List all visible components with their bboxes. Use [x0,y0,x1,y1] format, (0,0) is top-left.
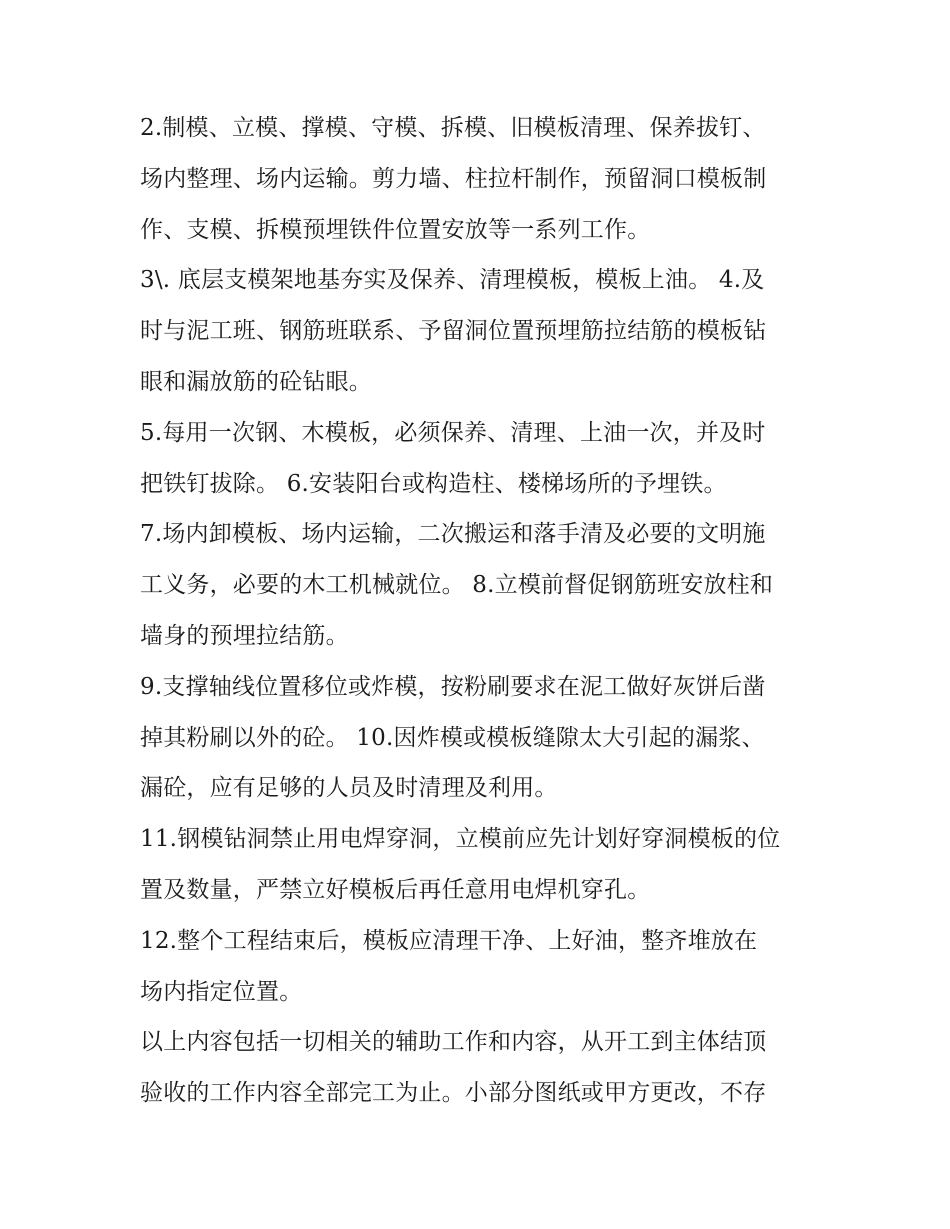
text-line: 工义务，必要的木工机械就位。 8.立模前督促钢筋班安放柱和 [140,572,774,599]
text-line: 3\. 底层支模架地基夯实及保养、清理模板，模板上油。 4.及 [140,267,765,294]
text-line: 场内整理、场内运输。剪力墙、柱拉杆制作，预留洞口模板制 [140,165,767,192]
text-line: 时与泥工班、钢筋班联系、予留洞位置预埋筋拉结筋的模板钻 [140,318,767,345]
text-line: 作、支模、拆模预埋铁件位置安放等一系列工作。 [140,216,651,243]
text-line: 2.制模、立模、撑模、守模、拆模、旧模板清理、保养拔钉、 [140,115,766,141]
text-line: 9.支撑轴线位置移位或炸模，按粉刷要求在泥工做好灰饼后凿 [140,673,766,700]
text-line: 7.场内卸模板、场内运输，二次搬运和落手清及必要的文明施 [140,521,766,548]
text-line: 验收的工作内容全部完工为止。小部分图纸或甲方更改，不存 [140,1080,767,1107]
text-line: 置及数量，严禁立好模板后再任意用电焊机穿孔。 [140,876,651,903]
text-line: 掉其粉刷以外的砼。 10.因炸模或模板缝隙太大引起的漏浆、 [140,724,765,751]
text-line: 以上内容包括一切相关的辅助工作和内容，从开工到主体结顶 [140,1029,767,1056]
text-line: 5.每用一次钢、木模板，必须保养、清理、上油一次，并及时 [140,419,766,446]
text-line: 12.整个工程结束后，模板应清理干净、上好油，整齐堆放在 [140,927,758,954]
text-line: 漏砼，应有足够的人员及时清理及利用。 [140,775,558,802]
text-line: 墙身的预埋拉结筋。 [140,622,349,649]
text-line: 把铁钉拔除。 6.安装阳台或构造柱、楼梯场所的予埋铁。 [140,470,727,497]
text-line: 眼和漏放筋的砼钻眼。 [140,368,372,395]
text-line: 场内指定位置。 [140,978,303,1005]
text-line: 11.钢模钻洞禁止用电焊穿洞，立模前应先计划好穿洞模板的位 [140,826,781,853]
document-body [140,103,830,1119]
